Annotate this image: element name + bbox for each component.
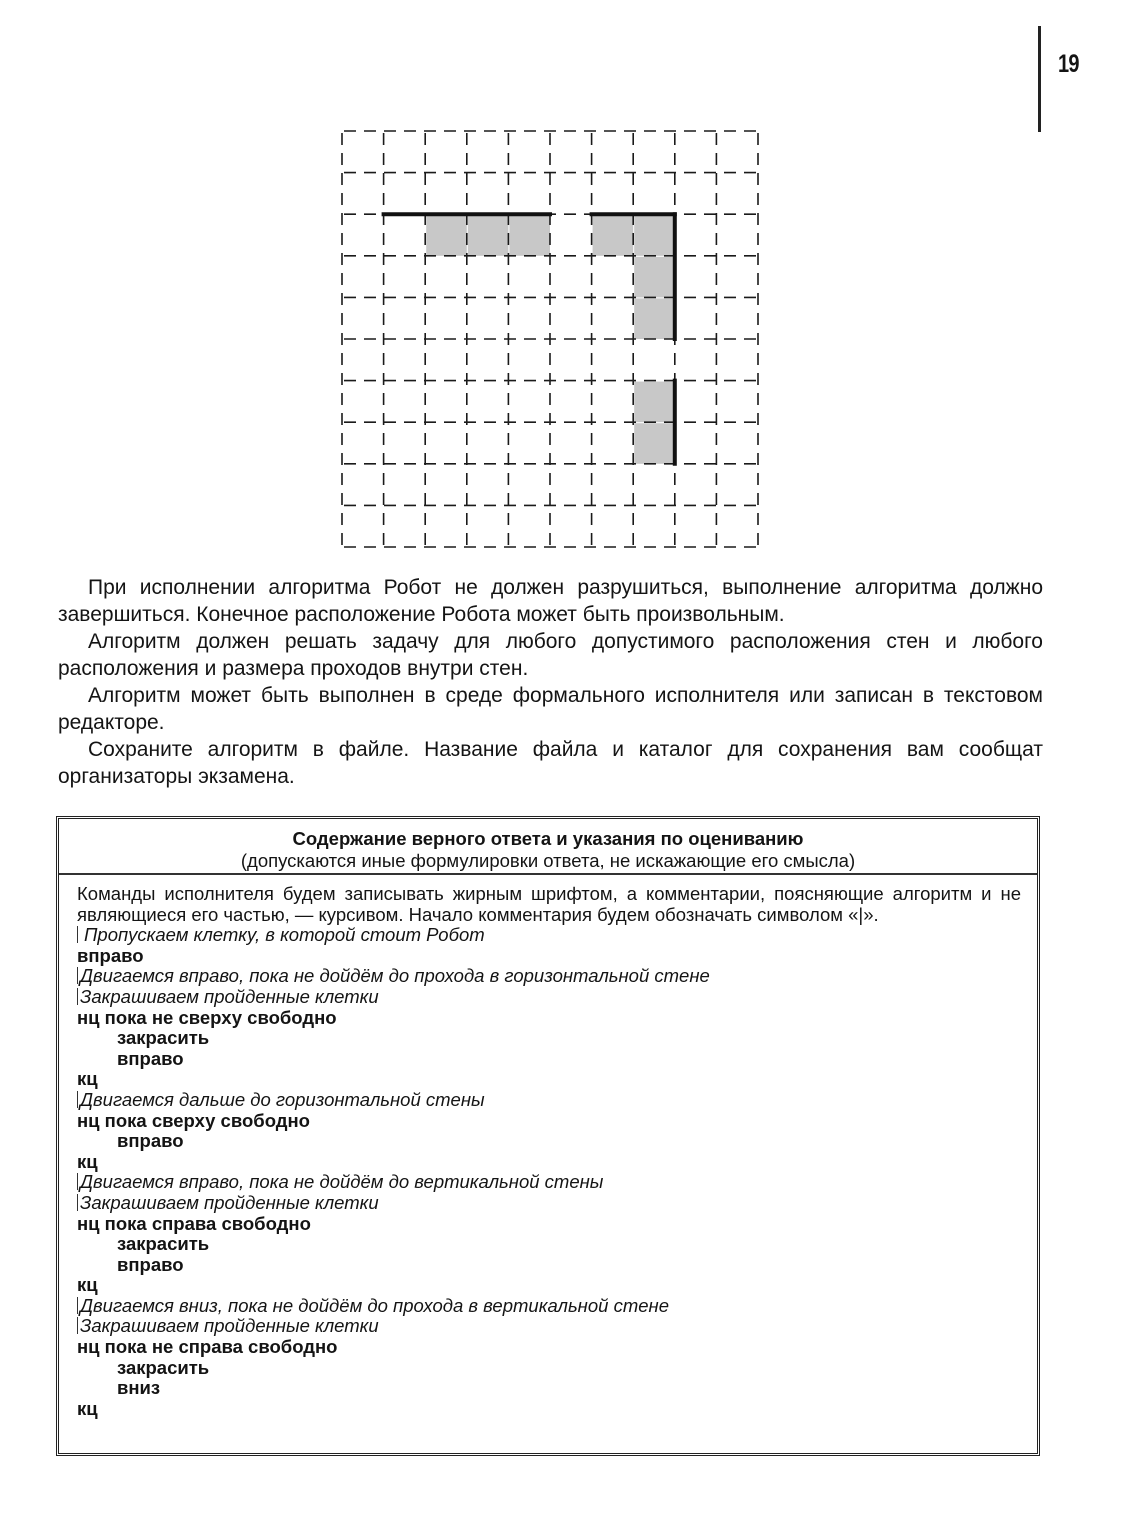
shaded-cell <box>634 257 675 298</box>
comment-marker <box>77 926 78 943</box>
comment-line <box>77 1296 1021 1317</box>
comment-marker <box>77 967 78 984</box>
comment-line <box>77 1316 1021 1337</box>
command-line: вниз <box>117 1377 161 1399</box>
answer-intro: Команды исполнителя будем записывать жирным шрифтом, а комментарии, поясняющие алгоритм и не являющиеся его частью, — курсивом. Начало комментария будем обозначать символом «|». <box>77 883 1021 925</box>
command-line: вправо <box>117 1130 184 1152</box>
shaded-cell <box>426 215 467 256</box>
command-line: закрасить <box>117 1027 210 1049</box>
intro-paragraph-4: Сохраните алгоритм в файле. Название файла и каталог для сохранения вам сообщат организаторы экзамена. <box>58 738 1043 788</box>
answer-box <box>56 816 1040 1456</box>
comment-text: Закрашиваем пройденные клетки <box>80 1191 379 1213</box>
comment-marker <box>77 1194 78 1211</box>
intro-paragraph-2: Алгоритм должен решать задачу для любого допустимого расположения стен и любого расположения и размера проходов внутри стен. <box>58 630 1043 680</box>
comment-marker <box>77 988 78 1005</box>
shaded-cell <box>634 215 675 256</box>
answer-header <box>59 819 1037 875</box>
comment-line <box>77 1193 1021 1214</box>
command-line: закрасить <box>117 1356 210 1378</box>
comment-text: Двигаемся вниз, пока не дойдём до прохода в вертикальной стене <box>80 1294 670 1316</box>
comment-marker <box>77 1317 78 1334</box>
task-conditions <box>58 574 1043 790</box>
command-line: кц <box>77 1068 98 1090</box>
command-line: кц <box>77 1274 98 1296</box>
shaded-cell <box>634 382 675 423</box>
answer-subtitle: (допускаются иные формулировки ответа, не искажающие его смысла) <box>240 850 856 871</box>
comment-line <box>77 1090 1021 1111</box>
page-number: 19 <box>1058 50 1079 78</box>
shaded-cell <box>509 215 550 256</box>
comment-line <box>77 987 1021 1008</box>
comment-marker <box>77 1091 78 1108</box>
answer-body <box>59 875 1037 1419</box>
comment-text: Закрашиваем пройденные клетки <box>80 1315 379 1337</box>
command-line: закрасить <box>117 1233 210 1255</box>
command-line: кц <box>77 1150 98 1172</box>
comment-text: Закрашиваем пройденные клетки <box>80 985 379 1007</box>
comment-line <box>77 1172 1021 1193</box>
comment-line <box>77 966 1021 987</box>
comment-text: Пропускаем клетку, в которой стоит Робот <box>84 924 485 946</box>
page-margin-rule <box>1038 26 1041 132</box>
command-line: вправо <box>117 1253 184 1275</box>
command-line: нц пока не сверху свободно <box>77 1006 337 1028</box>
algorithm-listing <box>77 925 1021 1419</box>
shaded-cell <box>468 215 509 256</box>
command-line: нц пока справа свободно <box>77 1212 311 1234</box>
command-line: вправо <box>77 944 144 966</box>
comment-text: Двигаемся дальше до горизонтальной стены <box>80 1088 485 1110</box>
comment-marker <box>77 1297 78 1314</box>
answer-title: Содержание верного ответа и указания по оцениванию <box>292 828 804 849</box>
comment-line <box>77 925 1021 946</box>
shaded-cell <box>634 298 675 339</box>
intro-paragraph-3: Алгоритм может быть выполнен в среде формального исполнителя или записан в текстовом редакторе. <box>58 684 1043 734</box>
command-line: кц <box>77 1397 98 1419</box>
comment-marker <box>77 1173 78 1190</box>
command-line: нц пока не справа свободно <box>77 1336 338 1358</box>
comment-text: Двигаемся вправо, пока не дойдём до прохода в горизонтальной стене <box>80 965 710 987</box>
shaded-cell <box>593 215 634 256</box>
command-line: вправо <box>117 1047 184 1069</box>
robot-field-diagram <box>342 131 758 547</box>
comment-text: Двигаемся вправо, пока не дойдём до вертикальной стены <box>80 1171 604 1193</box>
intro-paragraph-1: При исполнении алгоритма Робот не должен разрушиться, выполнение алгоритма должно завершиться. Конечное расположение Робота может быть произвольным. <box>58 576 1043 626</box>
shaded-cell <box>634 423 675 464</box>
command-line: нц пока сверху свободно <box>77 1109 310 1131</box>
